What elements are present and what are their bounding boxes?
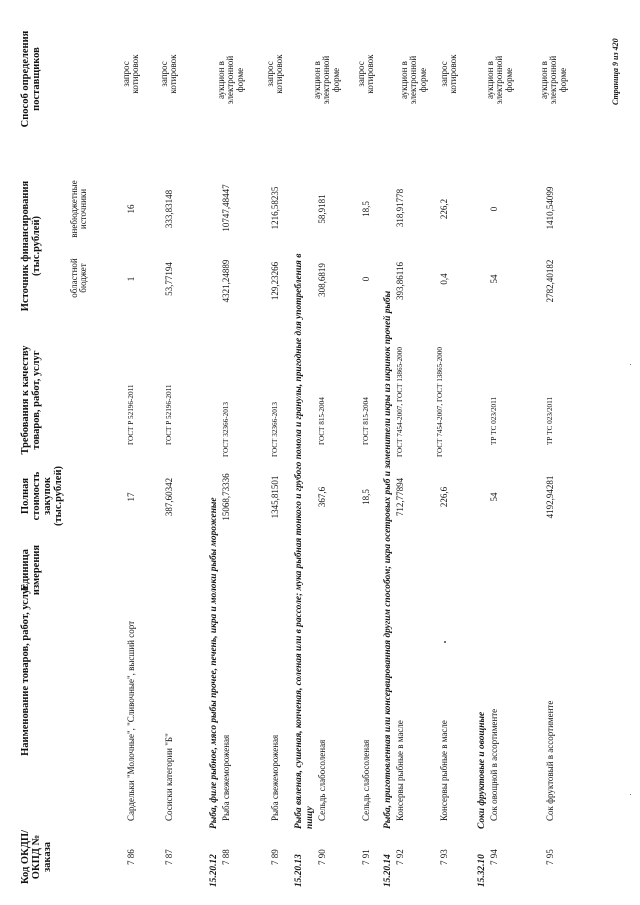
section-title-continued: пищу bbox=[305, 806, 315, 829]
row-budget: 0 bbox=[361, 276, 371, 282]
row-budget: 393,86116 bbox=[395, 262, 405, 300]
header-fin-extrabudget: внебюджетные источники bbox=[69, 180, 89, 238]
row-code: 7 89 bbox=[270, 849, 280, 865]
row-name: Сок овощной в ассортименте bbox=[489, 708, 499, 821]
row-req: ГОСТ 815-2004 bbox=[318, 397, 326, 445]
row-req: ГОСТ 7454-2007, ГОСТ 13865-2000 bbox=[396, 347, 404, 457]
section-title: Рыба, приготовленная или консервированная другим способом; икра осетровых рыб и заменители икры из икринок прочей рыбы bbox=[383, 290, 393, 829]
row-name: Консервы рыбные в масле bbox=[439, 720, 449, 821]
row-extra: 16 bbox=[126, 204, 136, 214]
row-cost: 54 bbox=[489, 492, 499, 502]
page-number: Страница 9 из 420 bbox=[611, 38, 620, 105]
row-extra: 318,91778 bbox=[395, 188, 405, 228]
row-extra: 58,9181 bbox=[317, 194, 327, 224]
header-cost: Полная стоимость закупок (тыс.рублей) bbox=[20, 465, 65, 527]
row-name: Сок фруктовый в ассортименте bbox=[545, 700, 555, 821]
row-cost: 712,77894 bbox=[395, 477, 405, 517]
row-method: аукцион в электронной форме bbox=[539, 55, 568, 105]
row-method: запрос котировок bbox=[121, 54, 141, 94]
row-method: аукцион в электронной форме bbox=[399, 55, 428, 105]
row-cost: 387,60342 bbox=[164, 477, 174, 517]
row-code: 7 92 bbox=[395, 849, 405, 865]
row-extra: 0 bbox=[489, 206, 499, 212]
row-req: ГОСТ Р 52196-2011 bbox=[127, 384, 135, 445]
row-name: Сосиски категории "Б" bbox=[164, 733, 174, 821]
row-req: ГОСТ 32366-2013 bbox=[222, 402, 230, 457]
scan-speck bbox=[444, 641, 446, 643]
row-cost: 15068,73336 bbox=[221, 473, 231, 521]
row-name: Сельдь слабосоленая bbox=[361, 739, 371, 821]
row-method: запрос котировок bbox=[356, 54, 376, 94]
row-req: ТР ТС 023/2011 bbox=[490, 396, 498, 445]
row-req: ТР ТС 023/2011 bbox=[546, 396, 554, 445]
row-name: Рыба свежемороженая bbox=[270, 734, 280, 821]
row-code: 7 90 bbox=[317, 849, 327, 865]
row-code: 7 87 bbox=[164, 849, 174, 865]
row-budget: 1 bbox=[126, 276, 136, 282]
row-method: запрос котировок bbox=[439, 54, 459, 94]
row-name: Рыба свежемороженая bbox=[221, 734, 231, 821]
scan-speck bbox=[630, 794, 631, 795]
row-method: аукцион в электронной форме bbox=[485, 55, 514, 105]
row-code: 7 94 bbox=[489, 849, 499, 865]
row-req: ГОСТ 815-2004 bbox=[362, 397, 370, 445]
row-cost: 226,6 bbox=[439, 486, 449, 508]
row-budget: 53,77194 bbox=[164, 262, 174, 296]
row-cost: 367,6 bbox=[317, 486, 327, 508]
row-cost: 4192,94281 bbox=[545, 475, 555, 519]
section-title: Соки фруктовые и овощные bbox=[477, 711, 487, 829]
section-number: 15.32.10 bbox=[477, 854, 487, 887]
row-req: ГОСТ 32366-2013 bbox=[271, 402, 279, 457]
scan-speck bbox=[630, 364, 631, 365]
header-financing: Источник финансирования (тыс.рублей) bbox=[20, 180, 43, 312]
header-name: Наименование товаров, работ, услуг bbox=[20, 584, 31, 756]
row-method: запрос котировок bbox=[159, 54, 179, 94]
header-code: Код ОКДП/ ОКПД № заказа bbox=[20, 829, 54, 885]
row-budget: 4321,24889 bbox=[221, 259, 231, 303]
row-cost: 1345,81501 bbox=[270, 475, 280, 519]
row-code: 7 93 bbox=[439, 849, 449, 865]
section-number: 15.20.12 bbox=[209, 854, 219, 887]
row-cost: 18,5 bbox=[361, 489, 371, 505]
row-extra: 1410,54099 bbox=[545, 186, 555, 230]
section-title: Рыба вяленая, сушеная, копченая, соленая или в рассоле; мука рыбная тонкого и грубого помола и гранулы, пригодные для употребления в bbox=[294, 253, 304, 829]
row-req: ГОСТ 7454-2007, ГОСТ 13865-2000 bbox=[436, 347, 444, 457]
row-budget: 129,23266 bbox=[270, 261, 280, 301]
row-extra: 226,2 bbox=[439, 198, 449, 220]
header-method: Способ определения поставщиков bbox=[20, 30, 43, 128]
row-extra: 333,83148 bbox=[164, 189, 174, 229]
row-extra: 10747,48447 bbox=[221, 184, 231, 232]
header-fin-regional: областной бюджет bbox=[69, 258, 89, 298]
row-extra: 1216,58235 bbox=[270, 186, 280, 230]
row-code: 7 95 bbox=[545, 849, 555, 865]
row-budget: 308,6819 bbox=[317, 263, 327, 297]
row-budget: 2782,40182 bbox=[545, 259, 555, 303]
row-name: Сардельки "Молочные", "Сливочные", высший сорт bbox=[126, 620, 136, 821]
section-number: 15.20.14 bbox=[383, 854, 393, 887]
row-code: 7 88 bbox=[221, 849, 231, 865]
section-title: Рыба, филе рыбное, мясо рыбы прочее, печень, икра и молоки рыбы мороженые bbox=[209, 497, 219, 829]
row-method: запрос котировок bbox=[265, 54, 285, 94]
row-cost: 17 bbox=[126, 492, 136, 502]
row-name: Консервы рыбные в масле bbox=[395, 720, 405, 821]
row-budget: 54 bbox=[489, 274, 499, 284]
row-budget: 0,4 bbox=[439, 273, 449, 285]
row-name: Сельдь слабосоленая bbox=[317, 739, 327, 821]
header-unit: Единица измерения bbox=[20, 544, 43, 596]
row-req: ГОСТ Р 52196-2011 bbox=[165, 384, 173, 445]
section-number: 15.20.13 bbox=[294, 854, 304, 887]
row-extra: 18,5 bbox=[361, 201, 371, 217]
row-method: аукцион в электронной форме bbox=[216, 55, 245, 105]
row-method: аукцион в электронной форме bbox=[312, 55, 341, 105]
row-code: 7 86 bbox=[126, 849, 136, 865]
header-requirements: Требования к качеству товаров, работ, услуг bbox=[20, 345, 43, 455]
row-code: 7 91 bbox=[361, 849, 371, 865]
